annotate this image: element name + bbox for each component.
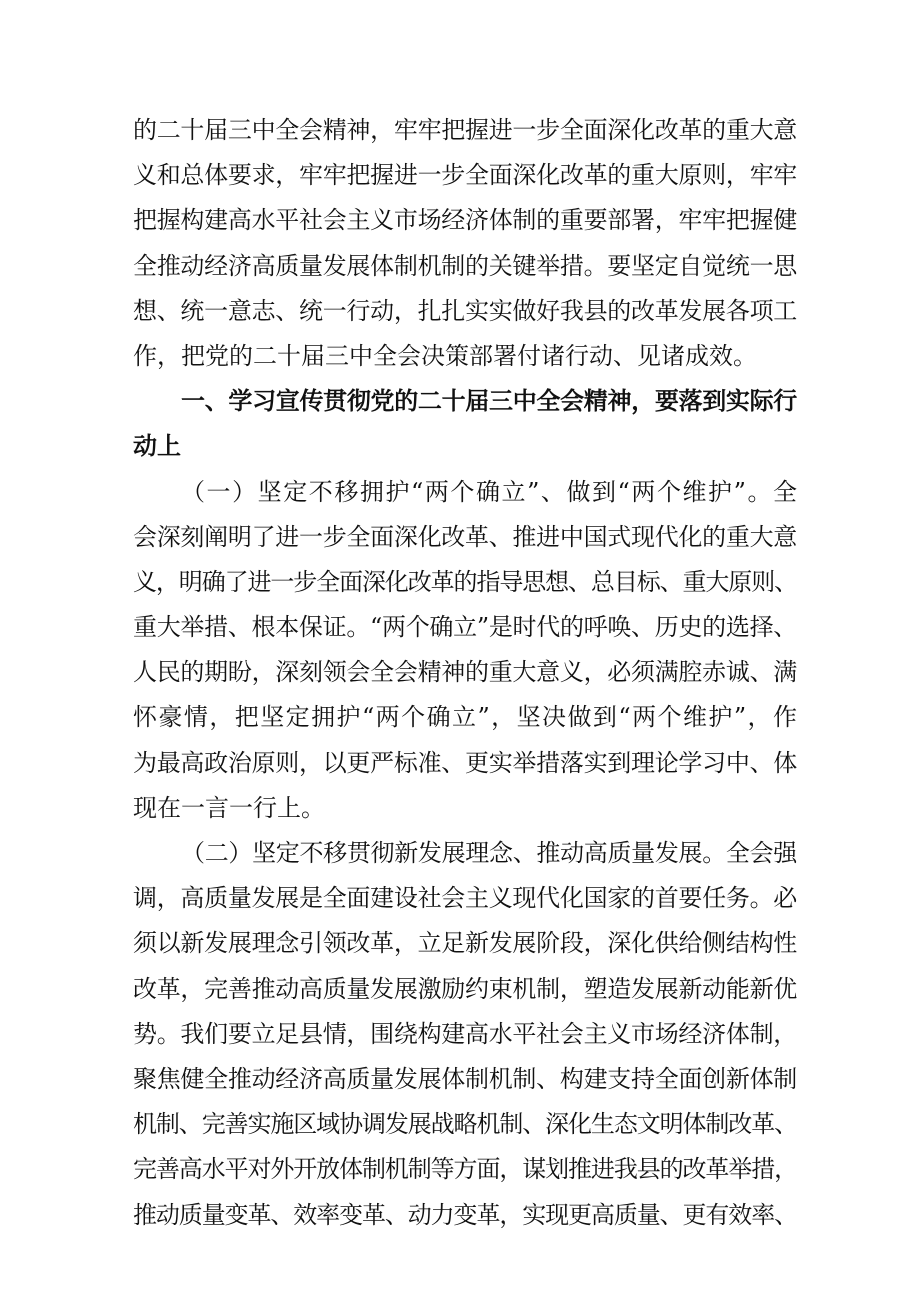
text-line: 义和总体要求，牢牢把握进一步全面深化改革的重大原则，牢牢 <box>133 161 797 190</box>
text-line: 义，明确了进一步全面深化改革的指导思想、总目标、重大原则、 <box>133 567 797 596</box>
text-line: 想、统一意志、统一行动，扎扎实实做好我县的改革发展各项工 <box>133 296 797 325</box>
text-line: 改革，完善推动高质量发展激励约束机制，塑造发展新动能新优 <box>133 974 797 1003</box>
text-line: 全推动经济高质量发展体制机制的关键举措。要坚定自觉统一思 <box>133 251 797 280</box>
heading-line: 一、学习宣传贯彻党的二十届三中全会精神，要落到实际行 <box>181 387 797 416</box>
text-line: 现在一言一行上。 <box>133 793 325 822</box>
document-body <box>133 108 797 1238</box>
heading-line: 动上 <box>133 432 181 461</box>
text-line: 须以新发展理念引领改革，立足新发展阶段，深化供给侧结构性 <box>133 929 797 958</box>
text-line: 调，高质量发展是全面建设社会主义现代化国家的首要任务。必 <box>133 884 797 913</box>
text-line: 作，把党的二十届三中全会决策部署付诸行动、见诸成效。 <box>133 341 757 370</box>
text-line: 人民的期盼，深刻领会全会精神的重大意义，必须满腔赤诚、满 <box>133 658 797 687</box>
text-line: 完善高水平对外开放体制机制等方面，谋划推进我县的改革举措， <box>133 1155 797 1184</box>
paragraph-point-1 <box>133 470 797 832</box>
text-line: 势。我们要立足县情，围绕构建高水平社会主义市场经济体制， <box>133 1019 797 1048</box>
text-line: 机制、完善实施区域协调发展战略机制、深化生态文明体制改革、 <box>133 1110 797 1139</box>
text-line: 的二十届三中全会精神，牢牢把握进一步全面深化改革的重大意 <box>133 116 797 144</box>
text-line: 推动质量变革、效率变革、动力变革，实现更高质量、更有效率、 <box>133 1200 797 1229</box>
text-line: 怀豪情，把坚定拥护“两个确立”，坚决做到“两个维护”，作 <box>133 703 797 732</box>
text-line: （一）坚定不移拥护“两个确立”、做到“两个维护”。全 <box>181 477 797 506</box>
text-line: （二）坚定不移贯彻新发展理念、推动高质量发展。全会强 <box>181 839 797 867</box>
paragraph-intro <box>133 108 797 379</box>
text-line: 重大举措、根本保证。“两个确立”是时代的呼唤、历史的选择、 <box>133 613 797 642</box>
text-line: 为最高政治原则，以更严标准、更实举措落实到理论学习中、体 <box>133 748 797 777</box>
text-line: 把握构建高水平社会主义市场经济体制的重要部署，牢牢把握健 <box>133 206 797 235</box>
text-line: 会深刻阐明了进一步全面深化改革、推进中国式现代化的重大意 <box>133 522 797 551</box>
text-line: 聚焦健全推动经济高质量发展体制机制、构建支持全面创新体制 <box>133 1064 797 1093</box>
paragraph-point-2 <box>133 831 797 1238</box>
section-heading <box>133 379 797 469</box>
